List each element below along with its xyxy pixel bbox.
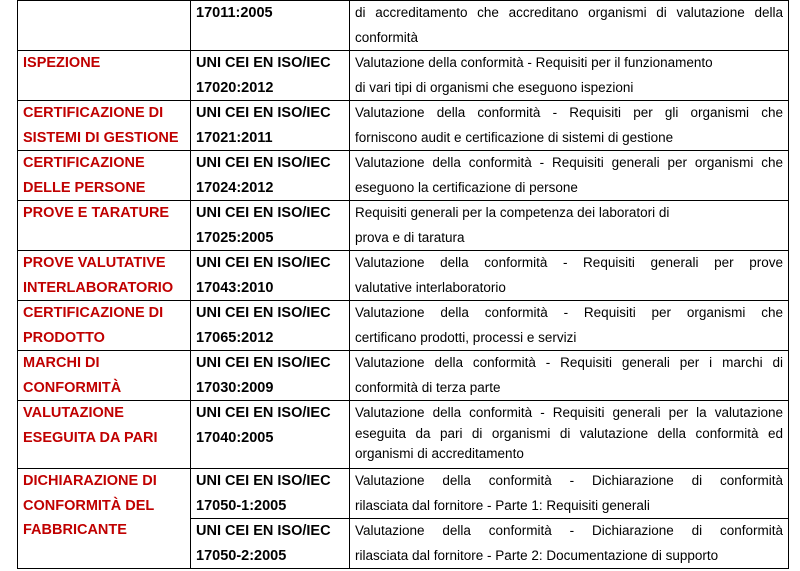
standard-code: 17021:2011 xyxy=(196,129,273,146)
description-line: Valutazione della conformità - Requisiti per il funzionamento xyxy=(355,55,713,70)
standards-table xyxy=(17,0,789,569)
category-label: PRODOTTO xyxy=(23,329,105,346)
standard-prefix: UNI CEI EN ISO/IEC xyxy=(196,355,331,371)
description-line: Valutazione della conformità - Dichiarazione di conformità xyxy=(355,473,783,488)
description-cell xyxy=(350,101,789,151)
standard-prefix: UNI CEI EN ISO/IEC xyxy=(196,473,331,489)
category-cell xyxy=(18,101,191,151)
table-row xyxy=(18,351,789,401)
description-line: Valutazione della conformità - Requisiti per gli organismi che xyxy=(355,105,783,120)
description-cell xyxy=(350,401,789,469)
description-line: valutative interlaboratorio xyxy=(355,279,506,295)
table-row xyxy=(18,469,789,519)
category-cell xyxy=(18,401,191,469)
category-cell xyxy=(18,151,191,201)
category-label: CONFORMITÀ xyxy=(23,379,122,396)
description-line: organismi di accreditamento xyxy=(355,446,524,461)
description-line: prova e di taratura xyxy=(355,229,465,245)
table-row xyxy=(18,151,789,201)
description-line: eseguita da pari di organismi di valutazione della conformità ed xyxy=(355,425,783,441)
standard-code-cell xyxy=(191,201,350,251)
category-label: PROVE E TARATURE xyxy=(23,205,170,221)
category-label: PROVE VALUTATIVE xyxy=(23,255,166,271)
description-line: certificano prodotti, processi e servizi xyxy=(355,329,577,345)
category-label: CERTIFICAZIONE DI xyxy=(23,105,164,121)
category-label: ESEGUITA DA PARI xyxy=(23,429,158,446)
standard-code-cell xyxy=(191,151,350,201)
description-line: Valutazione della conformità - Requisiti per organismi che xyxy=(355,305,783,320)
category-cell xyxy=(18,351,191,401)
standard-code: 17043:2010 xyxy=(196,279,274,296)
standard-code-cell xyxy=(191,1,350,51)
category-label: CONFORMITÀ DEL xyxy=(23,497,155,514)
description-cell xyxy=(350,151,789,201)
description-cell xyxy=(350,1,789,51)
description-cell xyxy=(350,469,789,519)
standard-code: 17040:2005 xyxy=(196,429,274,446)
description-line: Requisiti generali per la competenza dei laboratori di xyxy=(355,205,670,220)
category-label: ISPEZIONE xyxy=(23,55,101,71)
description-line: Valutazione della conformità - Dichiarazione di conformità xyxy=(355,523,783,538)
standard-code-cell xyxy=(191,101,350,151)
standard-code-cell xyxy=(191,519,350,569)
category-label: VALUTAZIONE xyxy=(23,405,124,421)
category-cell xyxy=(18,301,191,351)
table-row xyxy=(18,101,789,151)
standard-code: 17030:2009 xyxy=(196,379,274,396)
description-line: Valutazione della conformità - Requisiti generali per i marchi di xyxy=(355,355,783,370)
description-line: rilasciata dal fornitore - Parte 2: Documentazione di supporto xyxy=(355,547,719,563)
category-cell xyxy=(18,469,191,569)
description-cell xyxy=(350,201,789,251)
standard-code-cell xyxy=(191,51,350,101)
table-row xyxy=(18,401,789,469)
standard-prefix: UNI CEI EN ISO/IEC xyxy=(196,255,331,271)
category-label: DELLE PERSONE xyxy=(23,179,146,196)
standard-prefix: UNI CEI EN ISO/IEC xyxy=(196,523,331,539)
standard-code-cell xyxy=(191,301,350,351)
description-cell xyxy=(350,51,789,101)
description-line: forniscono audit e certificazione di sistemi di gestione xyxy=(355,129,674,145)
category-cell xyxy=(18,51,191,101)
standard-prefix: UNI CEI EN ISO/IEC xyxy=(196,305,331,321)
standard-code-cell xyxy=(191,469,350,519)
description-line: conformità di terza parte xyxy=(355,379,501,395)
table-row xyxy=(18,51,789,101)
category-cell xyxy=(18,251,191,301)
description-line: rilasciata dal fornitore - Parte 1: Requisiti generali xyxy=(355,497,650,513)
category-label: FABBRICANTE xyxy=(23,522,127,538)
standard-code: 17011:2005 xyxy=(196,5,273,21)
standard-code: 17065:2012 xyxy=(196,329,274,346)
description-cell xyxy=(350,251,789,301)
standard-code: 17050-2:2005 xyxy=(196,547,287,564)
category-label: SISTEMI DI GESTIONE xyxy=(23,129,179,146)
table-row xyxy=(18,251,789,301)
description-line: di vari tipi di organismi che eseguono ispezioni xyxy=(355,79,634,95)
table-row xyxy=(18,1,789,51)
category-label: CERTIFICAZIONE xyxy=(23,155,145,171)
standard-code: 17050-1:2005 xyxy=(196,497,287,514)
category-label: CERTIFICAZIONE DI xyxy=(23,305,164,321)
category-label: INTERLABORATORIO xyxy=(23,279,174,296)
standard-prefix: UNI CEI EN ISO/IEC xyxy=(196,105,331,121)
standard-prefix: UNI CEI EN ISO/IEC xyxy=(196,55,331,71)
description-line: di accreditamento che accreditano organismi di valutazione della xyxy=(355,5,783,20)
standard-code-cell xyxy=(191,401,350,469)
standard-code: 17024:2012 xyxy=(196,179,274,196)
category-cell xyxy=(18,1,191,51)
description-line: Valutazione della conformità - Requisiti generali per organismi che xyxy=(355,155,783,170)
standard-code: 17020:2012 xyxy=(196,79,274,96)
description-cell xyxy=(350,519,789,569)
category-cell xyxy=(18,201,191,251)
description-line: Valutazione della conformità - Requisiti generali per la valutazione xyxy=(355,405,783,420)
category-label: DICHIARAZIONE DI xyxy=(23,473,157,489)
standard-code-cell xyxy=(191,351,350,401)
description-cell xyxy=(350,351,789,401)
table-row xyxy=(18,301,789,351)
description-cell xyxy=(350,301,789,351)
description-line: Valutazione della conformità - Requisiti generali per prove xyxy=(355,255,783,270)
standard-prefix: UNI CEI EN ISO/IEC xyxy=(196,405,331,421)
table-row xyxy=(18,201,789,251)
description-line: conformità xyxy=(355,29,419,45)
standard-prefix: UNI CEI EN ISO/IEC xyxy=(196,205,331,221)
standard-code: 17025:2005 xyxy=(196,229,274,246)
description-line: eseguono la certificazione di persone xyxy=(355,179,578,195)
standard-code-cell xyxy=(191,251,350,301)
category-label: MARCHI DI xyxy=(23,355,100,371)
standard-prefix: UNI CEI EN ISO/IEC xyxy=(196,155,331,171)
